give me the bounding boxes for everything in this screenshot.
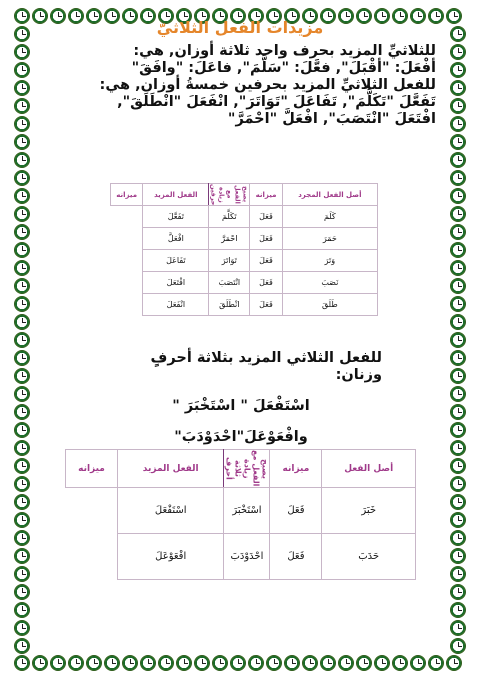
clock-icon — [450, 638, 466, 654]
clock-icon — [450, 494, 466, 510]
clock-icon — [14, 296, 30, 312]
clock-icon — [14, 206, 30, 222]
clock-icon — [14, 386, 30, 402]
middle-line-1: للفعل الثلاثي المزيد بثلاثة أحرفٍ وزنان: — [150, 350, 382, 383]
clock-icon — [302, 655, 318, 671]
clock-icon — [14, 602, 30, 618]
clock-icon — [14, 530, 30, 546]
table2-header-augmented: الفعل المزيد — [118, 450, 224, 488]
clock-icon — [14, 476, 30, 492]
clock-icon — [450, 296, 466, 312]
clock-icon — [450, 548, 466, 564]
clock-icon — [14, 170, 30, 186]
clock-icon — [410, 655, 426, 671]
clock-icon — [450, 566, 466, 582]
table1-header-pattern: ميزانه — [250, 184, 282, 206]
clock-icon — [14, 188, 30, 204]
clock-icon — [14, 80, 30, 96]
intro-line-5: افْتَعَلَ "انْتَصَبَ", افْعَلَّ "احْمَرَّ" — [227, 111, 436, 127]
clock-icon — [266, 655, 282, 671]
table-row — [111, 294, 378, 316]
clock-icon — [14, 494, 30, 510]
table-cell: فَعَلَ — [250, 294, 282, 316]
clock-icon — [14, 404, 30, 420]
clock-icon — [284, 655, 300, 671]
table1-header-augmented: الفعل المزيد — [143, 184, 209, 206]
clock-icon — [14, 548, 30, 564]
three-letter-section — [100, 350, 382, 446]
clock-icon — [450, 476, 466, 492]
clock-icon — [450, 422, 466, 438]
clock-icon — [450, 440, 466, 456]
clock-icon — [450, 350, 466, 366]
clock-icon — [428, 655, 444, 671]
clock-icon — [450, 620, 466, 636]
intro-line-3: للفعل الثلاثيِّ المزيد بحرفين خمسةُ أوزان, هي: — [99, 77, 436, 93]
clock-icon — [450, 260, 466, 276]
clock-icon — [450, 368, 466, 384]
table-three-letter-additions — [65, 449, 416, 580]
clock-icon — [176, 655, 192, 671]
table-cell: خَبَرَ — [322, 488, 416, 534]
table-cell: وَتَرَ — [282, 250, 377, 272]
clock-icon — [212, 655, 228, 671]
clock-icon — [450, 278, 466, 294]
table-cell: احْمَرَّ — [209, 228, 250, 250]
clock-icon — [122, 655, 138, 671]
clock-icon — [158, 655, 174, 671]
clock-icon — [14, 458, 30, 474]
clock-icon — [450, 26, 466, 42]
intro-line-2: أفْعَلَ: "أقْبَلَ", فعَّلَ: "سَلَّمَ", فاعَلَ: "وافَقَ" — [131, 60, 436, 76]
clock-icon — [14, 260, 30, 276]
table-cell: اسْتَفْعَلَ — [118, 488, 224, 534]
clock-icon — [248, 655, 264, 671]
clock-icon — [14, 8, 30, 24]
clock-icon — [446, 655, 462, 671]
clock-icon — [14, 350, 30, 366]
table-two-letter-additions — [110, 183, 378, 316]
clock-icon — [14, 638, 30, 654]
table1-header-augmented-pattern: ميزانه — [111, 184, 143, 206]
clock-icon — [450, 584, 466, 600]
clock-icon — [14, 98, 30, 114]
table-cell: حَدَبَ — [322, 534, 416, 580]
table-cell: تَفَاعَلَ — [143, 250, 209, 272]
clock-icon — [14, 566, 30, 582]
table-cell: فَعَلَ — [250, 272, 282, 294]
intro-line-1: للثلاثيِّ المزيد بحرف واحد ثلاثة أوزان, هي: — [133, 43, 436, 59]
table-cell: فَعَلَ — [250, 228, 282, 250]
table-row — [111, 250, 378, 272]
table1-vertical-label: يصبح الفعل مع زيادة حرفين — [209, 183, 250, 205]
table-cell: انْتَصَبَ — [209, 272, 250, 294]
clock-icon — [14, 368, 30, 384]
table-cell: اسْتَخْبَرَ — [224, 488, 270, 534]
clock-icon — [450, 152, 466, 168]
clock-icon — [14, 440, 30, 456]
table2-header-base: أصل الفعل — [322, 450, 416, 488]
clock-icon — [450, 206, 466, 222]
clock-icon — [356, 655, 372, 671]
table-cell: فَعَلَ — [270, 534, 322, 580]
clock-icon — [194, 655, 210, 671]
clock-icon — [450, 512, 466, 528]
clock-icon — [450, 386, 466, 402]
table-cell: فَعَلَ — [270, 488, 322, 534]
clock-icon — [450, 134, 466, 150]
clock-icon — [14, 512, 30, 528]
clock-icon — [450, 224, 466, 240]
middle-line-2: اسْتَفْعَلَ " اسْتَخْبَرَ " — [172, 398, 310, 414]
clock-icon — [104, 655, 120, 671]
clock-icon — [14, 242, 30, 258]
table-cell: فَعَلَ — [250, 250, 282, 272]
table-cell: تَكَلَّمَ — [209, 206, 250, 228]
clock-icon — [450, 530, 466, 546]
clock-icon — [14, 655, 30, 671]
clock-icon — [450, 98, 466, 114]
clock-icon — [450, 332, 466, 348]
clock-icon — [450, 404, 466, 420]
clock-icon — [14, 134, 30, 150]
clock-icon — [446, 8, 462, 24]
table-row — [66, 534, 416, 580]
clock-icon — [338, 655, 354, 671]
clock-icon — [14, 278, 30, 294]
clock-icon — [14, 62, 30, 78]
clock-icon — [374, 655, 390, 671]
clock-icon — [14, 26, 30, 42]
clock-icon — [140, 655, 156, 671]
clock-icon — [450, 314, 466, 330]
clock-icon — [14, 584, 30, 600]
clock-icon — [450, 242, 466, 258]
table-cell: حَمَرَ — [282, 228, 377, 250]
table-row — [111, 206, 378, 228]
clock-icon — [450, 62, 466, 78]
clock-icon — [230, 655, 246, 671]
table-cell: افْعَلَّ — [143, 228, 209, 250]
clock-icon — [14, 116, 30, 132]
table-cell: افْتَعَلَ — [143, 272, 209, 294]
intro-line-4: تَفَعَّلَ "تَكَلَّمَ", تَفَاعَلَ "تَوَاتَرَ", انْفَعَلَ "انْطَلَقَ", — [117, 94, 436, 110]
clock-icon — [450, 170, 466, 186]
clock-icon — [14, 314, 30, 330]
clock-icon — [450, 116, 466, 132]
table-row — [66, 488, 416, 534]
table-cell: طَلَقَ — [282, 294, 377, 316]
clock-icon — [14, 620, 30, 636]
table-cell: تَفَعَّلَ — [143, 206, 209, 228]
clock-icon — [14, 422, 30, 438]
intro-section — [44, 18, 436, 128]
table-cell: كَلَمَ — [282, 206, 377, 228]
table-cell: تَوَاتَرَ — [209, 250, 250, 272]
clock-icon — [450, 602, 466, 618]
page-title: مزيدات الفعل الثلاثيّ — [156, 18, 324, 37]
table2-header-augmented-pattern: ميزانه — [66, 450, 118, 488]
clock-icon — [392, 655, 408, 671]
table-cell: افْعَوْعَلَ — [118, 534, 224, 580]
table-row — [111, 228, 378, 250]
clock-icon — [14, 224, 30, 240]
table-row — [111, 272, 378, 294]
clock-icon — [14, 152, 30, 168]
table-cell: نَصَبَ — [282, 272, 377, 294]
clock-icon — [14, 44, 30, 60]
clock-icon — [50, 655, 66, 671]
table-cell: انْفَعَلَ — [143, 294, 209, 316]
table2-vertical-label: يصبح الفعل مع زيادة ثلاثة أحرف — [224, 450, 270, 487]
table-cell: فَعَلَ — [250, 206, 282, 228]
clock-icon — [32, 655, 48, 671]
clock-icon — [450, 44, 466, 60]
clock-icon — [450, 80, 466, 96]
clock-icon — [320, 655, 336, 671]
table-cell: احْدَوْدَبَ — [224, 534, 270, 580]
table1-header-base: أصل الفعل المجرد — [282, 184, 377, 206]
clock-icon — [68, 655, 84, 671]
clock-icon — [450, 188, 466, 204]
clock-icon — [450, 458, 466, 474]
middle-line-3: وافْعَوْعَلَ"احْدَوْدَبَ" — [174, 429, 308, 445]
clock-icon — [14, 332, 30, 348]
clock-icon — [86, 655, 102, 671]
table2-header-pattern: ميزانه — [270, 450, 322, 488]
table-cell: انْطَلَقَ — [209, 294, 250, 316]
